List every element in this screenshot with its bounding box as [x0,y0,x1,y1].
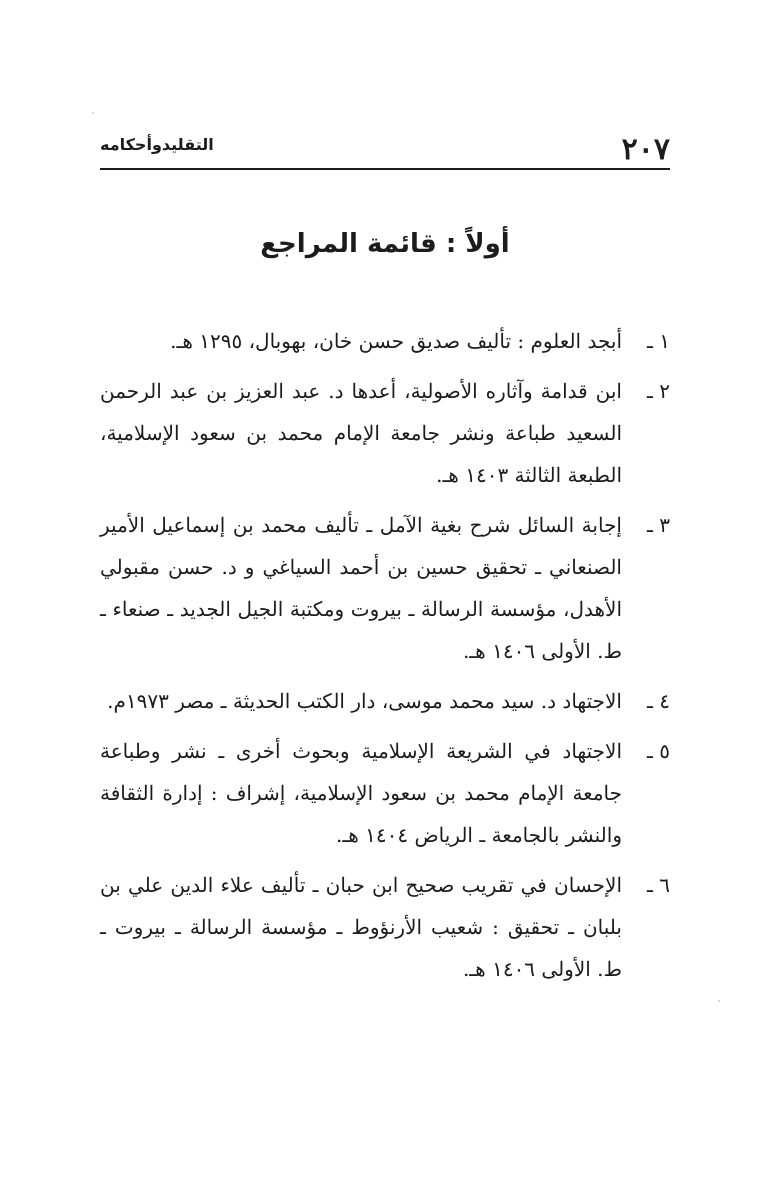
reference-text: الإحسان في تقريب صحيح ابن حبان ـ تأليف علاء الدين علي بن بلبان ـ تحقيق : شعيب الأرنؤوط ـ مؤسسة الرسالة ـ بيروت ـ ط. الأولى ١٤٠٦ هـ. [100,873,622,981]
reference-number: ١ ـ [647,329,670,353]
reference-item [100,864,670,990]
reference-text: ابن قدامة وآثاره الأصولية، أعدها د. عبد العزيز بن عبد الرحمن السعيد طباعة ونشر جامعة الإمام محمد بن سعود الإسلامية، الطبعة الثالثة ١٤٠٣ هـ. [100,379,622,487]
reference-number: ٢ ـ [647,379,670,403]
scan-speck [92,112,94,114]
page-number: ٢٠٧ [621,132,670,167]
reference-item [100,370,670,496]
header-rule [100,168,670,170]
reference-number: ٥ ـ [647,739,670,763]
running-title: التقليدوأحكامه [100,135,214,154]
reference-number: ٣ ـ [647,513,670,537]
scan-speck [718,1000,720,1002]
reference-item [100,504,670,672]
reference-text: أبجد العلوم : تأليف صديق حسن خان، بهوبال، ١٢٩٥ هـ. [170,329,622,353]
reference-item [100,730,670,856]
reference-text: الاجتهاد في الشريعة الإسلامية وبحوث أخرى ـ نشر وطباعة جامعة الإمام محمد بن سعود الإسلامية، إشراف : إدارة الثقافة والنشر بالجامعة ـ الرياض ١٤٠٤ هـ. [100,739,622,847]
section-title: أولاً : قائمة المراجع [260,229,510,259]
reference-text: الاجتهاد د. سيد محمد موسى، دار الكتب الحديثة ـ مصر ١٩٧٣م. [107,689,622,713]
reference-item [100,680,670,722]
page-header [100,130,670,170]
reference-list [100,320,670,998]
reference-number: ٦ ـ [647,873,670,897]
reference-item [100,320,670,362]
reference-text: إجابة السائل شرح بغية الآمل ـ تأليف محمد بن إسماعيل الأمير الصنعاني ـ تحقيق حسين بن أحمد السياغي و د. حسن مقبولي الأهدل، مؤسسة الرسالة ـ بيروت ومكتبة الجيل الجديد ـ صنعاء ـ ط. الأولى ١٤٠٦ هـ. [100,513,622,663]
reference-number: ٤ ـ [647,689,670,713]
